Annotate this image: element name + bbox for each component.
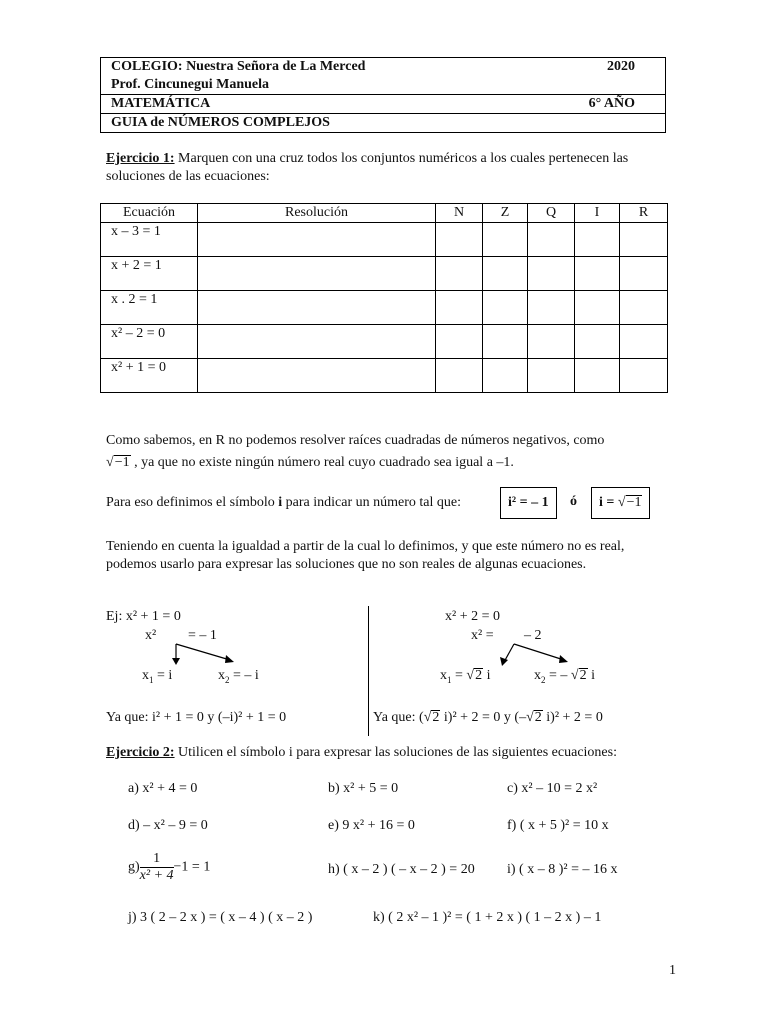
subject: MATEMÁTICA: [111, 96, 211, 111]
or-word: ó: [570, 494, 577, 509]
since-sqrt-2: √2: [526, 710, 542, 725]
check-cell-i[interactable]: [575, 223, 620, 257]
example-right-since: [373, 710, 603, 726]
ex2-item-a: a) x² + 4 = 0: [128, 781, 198, 796]
example-right-equation: x² + 2 = 0: [445, 609, 500, 624]
g-num: 1: [153, 851, 161, 866]
table-row: [101, 325, 668, 359]
intro-line2: [106, 454, 514, 472]
ex2-item-g: [128, 851, 210, 884]
example-left-step-b: = – 1: [188, 628, 217, 643]
rx2-var: x: [534, 668, 541, 683]
example-right-x1: [440, 668, 490, 685]
g-den: x² + 4: [139, 868, 174, 883]
rx1-eq: =: [451, 668, 467, 683]
example-left-since: Ya que: i² + 1 = 0 y (–i)² + 1 = 0: [106, 710, 287, 725]
equation-cell: x – 3 = 1: [101, 223, 198, 257]
resolution-cell[interactable]: [198, 223, 436, 257]
col-resolucion: Resolución: [198, 204, 436, 223]
ex2-item-j: j) 3 ( 2 – 2 x ) = ( x – 4 ) ( x – 2 ): [128, 910, 313, 925]
example-right-arrows: [498, 638, 578, 670]
x1-sub: 1: [149, 674, 154, 685]
example-left-x2: [218, 668, 259, 685]
ex1-table: [100, 203, 668, 393]
ex2-item-h: h) ( x – 2 ) ( – x – 2 ) = 20: [328, 862, 475, 877]
resolution-cell[interactable]: [198, 291, 436, 325]
intro-line2-text: , ya que no existe ningún número real cuyo cuadrado sea igual a –1.: [130, 455, 514, 470]
example-right-step-b: – 2: [524, 628, 542, 643]
ex1-text-line1: Marquen con una cruz todos los conjuntos numéricos a los cuales pertenecen las: [174, 151, 629, 166]
x2-var: x: [218, 668, 225, 683]
ex2-label: Ejercicio 2:: [106, 745, 175, 760]
intro-line1: Como sabemos, en R no podemos resolver raíces cuadradas de números negativos, como: [106, 433, 605, 448]
check-cell-i[interactable]: [575, 359, 620, 393]
x1-var: x: [142, 668, 149, 683]
col-r: R: [620, 204, 668, 223]
header-row-teacher: [101, 76, 665, 94]
year: 2020: [607, 59, 635, 74]
resolution-cell[interactable]: [198, 257, 436, 291]
check-cell-i[interactable]: [575, 325, 620, 359]
def-text-b: para indicar un número tal que:: [282, 495, 461, 510]
ex1-text-line2: soluciones de las ecuaciones:: [106, 169, 270, 184]
ex2-item-d: d) – x² – 9 = 0: [128, 818, 208, 833]
col-ecuacion: Ecuación: [101, 204, 198, 223]
definition-box-i-squared: i² = – 1: [500, 487, 557, 519]
col-z: Z: [483, 204, 528, 223]
para-line2: podemos usarlo para expresar las soluciones que no son reales de algunas ecuaciones.: [106, 557, 587, 572]
rx1-var: x: [440, 668, 447, 683]
check-cell-r[interactable]: [620, 359, 668, 393]
x1-val: = i: [153, 668, 173, 683]
example-left-step-a: x²: [145, 628, 157, 643]
g-label: g): [128, 859, 140, 875]
check-cell-i[interactable]: [575, 257, 620, 291]
grade: 6° AÑO: [588, 96, 635, 111]
since-b: i)² + 2 = 0 y (–: [440, 710, 527, 725]
page-number: 1: [669, 963, 676, 978]
def-text-a: Para eso definimos el símbolo: [106, 495, 279, 510]
since-sqrt-1: √2: [423, 710, 440, 725]
check-cell-z[interactable]: [483, 291, 528, 325]
check-cell-n[interactable]: [436, 291, 483, 325]
example-left-arrows: [168, 638, 248, 670]
since-a: Ya que: (: [373, 710, 424, 725]
equation-cell: x + 2 = 1: [101, 257, 198, 291]
check-cell-z[interactable]: [483, 359, 528, 393]
check-cell-r[interactable]: [620, 291, 668, 325]
rx2-sub: 2: [541, 674, 546, 685]
check-cell-z[interactable]: [483, 325, 528, 359]
check-cell-r[interactable]: [620, 257, 668, 291]
rx2-i: i: [587, 668, 595, 683]
x2-val: = – i: [229, 668, 259, 683]
examples-divider: [368, 606, 369, 736]
equation-cell: x . 2 = 1: [101, 291, 198, 325]
sqrt-neg-one: √−1: [106, 455, 130, 470]
definition-box-i-sqrt: [591, 487, 650, 519]
g-fraction: [140, 851, 174, 884]
header-row-subject: [101, 94, 665, 113]
table-row: [101, 223, 668, 257]
rx1-i: i: [483, 668, 491, 683]
ex2-item-f: f) ( x + 5 )² = 10 x: [507, 818, 609, 833]
check-cell-n[interactable]: [436, 257, 483, 291]
box2-lhs: i =: [599, 495, 618, 510]
resolution-cell[interactable]: [198, 359, 436, 393]
resolution-cell[interactable]: [198, 325, 436, 359]
rx1-sub: 1: [447, 674, 452, 685]
table-row: [101, 257, 668, 291]
rx1-sqrt: √2: [466, 668, 483, 683]
rx2-sqrt: √2: [570, 668, 587, 683]
check-cell-q[interactable]: [528, 291, 575, 325]
header-row-school: [101, 58, 665, 76]
definition-text: [106, 494, 461, 512]
check-cell-z[interactable]: [483, 257, 528, 291]
example-left-x1: [142, 668, 172, 685]
table-row: [101, 291, 668, 325]
ex2-item-i: i) ( x – 8 )² = – 16 x: [507, 862, 618, 877]
check-cell-q[interactable]: [528, 257, 575, 291]
check-cell-q[interactable]: [528, 325, 575, 359]
ex2-item-b: b) x² + 5 = 0: [328, 781, 399, 796]
example-right-x2: [534, 668, 595, 685]
col-q: Q: [528, 204, 575, 223]
header-box: [100, 57, 666, 133]
check-cell-n[interactable]: [436, 223, 483, 257]
example-right-step-a: x² =: [471, 628, 494, 643]
x2-sub: 2: [225, 674, 230, 685]
col-n: N: [436, 204, 483, 223]
para-line1: Teniendo en cuenta la igualdad a partir de la cual lo definimos, y que este número no es real,: [106, 539, 625, 554]
ex2-item-e: e) 9 x² + 16 = 0: [328, 818, 415, 833]
since-c: i)² + 2 = 0: [542, 710, 603, 725]
equation-cell: x² + 1 = 0: [101, 359, 198, 393]
check-cell-z[interactable]: [483, 223, 528, 257]
example-left-equation: Ej: x² + 1 = 0: [106, 609, 181, 624]
g-rest: −1 = 1: [173, 859, 211, 875]
check-cell-n[interactable]: [436, 325, 483, 359]
box2-sqrt: √−1: [617, 495, 642, 510]
equation-cell: x² – 2 = 0: [101, 325, 198, 359]
ex1-instructions: [106, 150, 628, 186]
ex2-item-k: k) ( 2 x² – 1 )² = ( 1 + 2 x ) ( 1 – 2 x ) – 1: [373, 910, 602, 925]
teacher-name: Prof. Cincunegui Manuela: [111, 77, 270, 92]
header-row-guide: [101, 113, 665, 132]
check-cell-q[interactable]: [528, 359, 575, 393]
guide-title: GUIA de NÚMEROS COMPLEJOS: [111, 115, 330, 130]
check-cell-r[interactable]: [620, 325, 668, 359]
check-cell-r[interactable]: [620, 223, 668, 257]
ex1-label: Ejercicio 1:: [106, 151, 175, 166]
ex2-instructions: [106, 745, 617, 761]
check-cell-i[interactable]: [575, 291, 620, 325]
rx2-eq: = –: [545, 668, 571, 683]
col-i: I: [575, 204, 620, 223]
school-name: COLEGIO: Nuestra Señora de La Merced: [111, 59, 366, 74]
check-cell-q[interactable]: [528, 223, 575, 257]
check-cell-n[interactable]: [436, 359, 483, 393]
table-row: [101, 359, 668, 393]
ex2-text: Utilicen el símbolo i para expresar las soluciones de las siguientes ecuaciones:: [174, 745, 617, 760]
ex2-item-c: c) x² – 10 = 2 x²: [507, 781, 598, 796]
def-symbol: i: [278, 495, 283, 510]
